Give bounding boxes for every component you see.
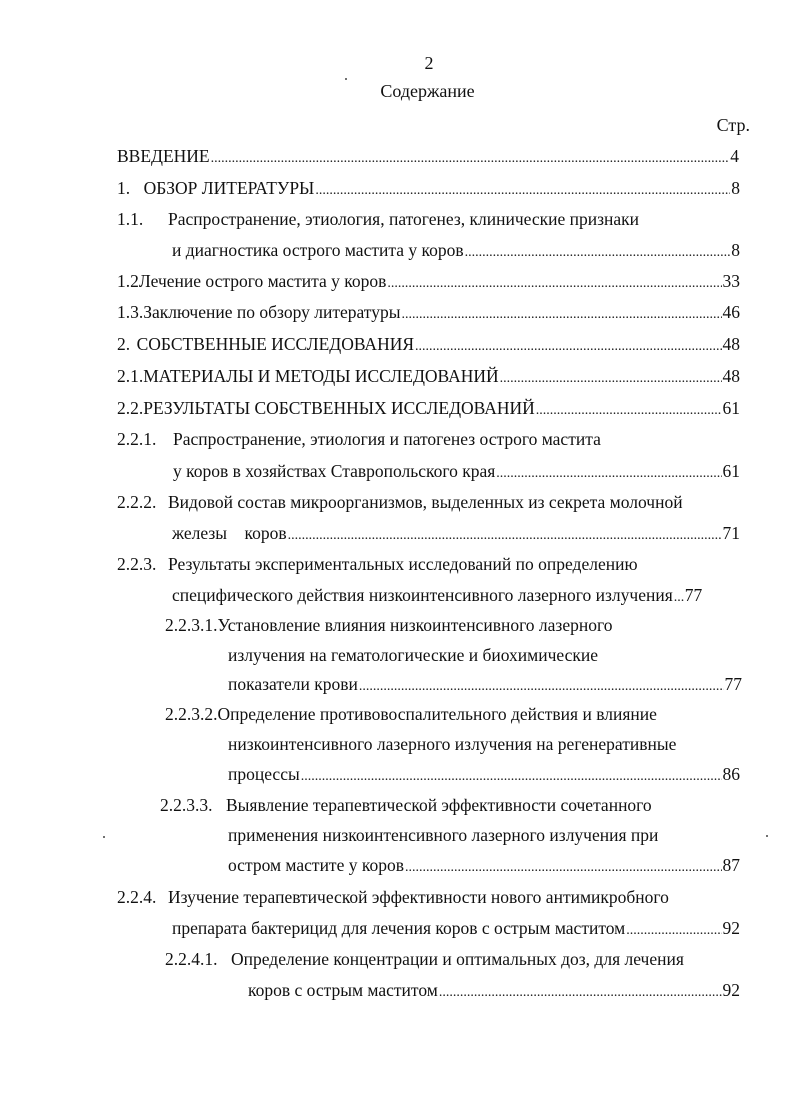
toc-entry-2-2-3-2[interactable]	[228, 763, 740, 785]
toc-entry-number: 1.	[117, 178, 131, 198]
toc-entry-2-2-2-line1	[117, 491, 683, 513]
toc-entry-text: Распространение, этиология, патогенез, клинические признаки	[168, 209, 640, 229]
toc-entry-page: 8	[731, 240, 740, 260]
toc-entry-number: 2.	[117, 334, 131, 354]
toc-leader	[626, 917, 721, 942]
scan-speck	[345, 78, 347, 80]
toc-entry-text: применения низкоинтенсивного лазерного излучения при	[228, 825, 659, 845]
toc-leader	[439, 979, 722, 1004]
toc-entry-text: Изучение терапевтической эффективности нового антимикробного	[168, 887, 669, 907]
toc-leader	[211, 145, 730, 170]
toc-entry-2-2-3-1[interactable]	[228, 673, 742, 695]
toc-entry-text: СОБСТВЕННЫЕ ИССЛЕДОВАНИЯ	[136, 334, 415, 354]
toc-entry-text: коров с острым маститом	[248, 980, 438, 1000]
toc-entry-2-1[interactable]	[117, 365, 740, 387]
toc-entry-text: остром мастите у коров	[228, 855, 404, 875]
scan-speck	[766, 835, 768, 837]
toc-entry-text: специфического действия низкоинтенсивного лазерного излучения	[172, 585, 673, 605]
toc-leader	[301, 763, 722, 788]
toc-entry-2-2-3-2-line2	[228, 733, 676, 755]
toc-entry-number: 2.2.	[117, 398, 144, 418]
toc-entry-2-2-4-1[interactable]	[248, 979, 740, 1001]
toc-entry-page: 71	[722, 523, 740, 543]
toc-entry-text: Определение противовоспалительного действия и влияние	[217, 704, 657, 724]
toc-entry-2-2-3-line1	[117, 553, 638, 575]
toc-entry-page: 61	[722, 461, 740, 481]
toc-entry-text: процессы	[228, 764, 300, 784]
toc-entry-2-2-3-1-line1	[165, 614, 612, 636]
toc-entry-page: 77	[684, 585, 703, 605]
toc-entry-2-2-4[interactable]	[172, 917, 740, 939]
toc-entry-page: 48	[722, 334, 740, 354]
toc-leader	[315, 177, 730, 202]
toc-entry-text: Установление влияния низкоинтенсивного лазерного	[217, 615, 613, 635]
page-column-label: Стр.	[716, 115, 750, 135]
toc-entry-page: 33	[722, 271, 740, 291]
toc-entry-number: 2.2.4.1.	[165, 949, 218, 969]
toc-entry-page: 77	[724, 674, 742, 694]
toc-entry-1-3[interactable]	[117, 301, 740, 323]
toc-entry-text: излучения на гематологические и биохимические	[228, 645, 599, 665]
toc-entry-2-2-3-2-line1	[165, 703, 657, 725]
toc-leader	[465, 239, 731, 264]
toc-entry-text: РЕЗУЛЬТАТЫ СОБСТВЕННЫХ ИССЛЕДОВАНИЙ	[143, 398, 535, 418]
toc-entry-number: 1.2	[117, 271, 139, 291]
toc-entry-text: Выявление терапевтической эффективности сочетанного	[226, 795, 652, 815]
toc-entry-2-2-3-3-line2	[228, 824, 658, 846]
toc-entry-2-2-1[interactable]	[173, 460, 740, 482]
toc-entry-2-2-3-3[interactable]	[228, 854, 740, 876]
toc-entry-1-1[interactable]	[172, 239, 740, 261]
toc-leader	[496, 460, 721, 485]
toc-entry-2-2[interactable]	[117, 397, 740, 419]
toc-entry-1-2[interactable]	[117, 270, 740, 292]
toc-entry-page: 86	[722, 764, 740, 784]
toc-entry-intro[interactable]	[117, 145, 739, 167]
toc-entry-text: железы коров	[172, 523, 287, 543]
toc-entry-text: Заключение по обзору литературы	[143, 302, 401, 322]
toc-leader	[674, 584, 684, 609]
toc-entry-page: 4	[730, 146, 739, 166]
toc-entry-text: низкоинтенсивного лазерного излучения на регенеративные	[228, 734, 677, 754]
toc-entry-2-2-3[interactable]	[172, 584, 740, 606]
toc-entry-number: 2.2.3.1.	[165, 615, 218, 635]
toc-entry-number: 2.1.	[117, 366, 144, 386]
toc-entry-1-1-line1	[117, 208, 639, 230]
toc-entry-text: МАТЕРИАЛЫ И МЕТОДЫ ИССЛЕДОВАНИЙ	[143, 366, 499, 386]
toc-entry-number: 2.2.1.	[117, 429, 157, 449]
toc-entry-text: ОБЗОР ЛИТЕРАТУРЫ	[143, 178, 315, 198]
toc-entry-text: препарата бактерицид для лечения коров с острым маститом	[172, 918, 626, 938]
toc-entry-2-2-4-1-line1	[165, 948, 684, 970]
toc-entry-page: 48	[722, 366, 740, 386]
toc-leader	[536, 397, 722, 422]
toc-leader	[415, 333, 721, 358]
toc-entry-text: Определение концентрации и оптимальных доз, для лечения	[231, 949, 684, 969]
toc-entry-text: показатели крови	[228, 674, 358, 694]
scan-speck	[103, 836, 105, 838]
page-number: 2	[424, 53, 434, 73]
toc-entry-page: 87	[722, 855, 740, 875]
toc-entry-2-2-1-line1	[117, 428, 601, 450]
page-title: Содержание	[380, 81, 475, 101]
toc-entry-text: Результаты экспериментальных исследований по определению	[168, 554, 638, 574]
toc-entry-page: 92	[722, 918, 740, 938]
toc-leader	[401, 301, 721, 326]
toc-entry-number: 2.2.4.	[117, 887, 157, 907]
toc-entry-page: 46	[722, 302, 740, 322]
toc-entry-page: 8	[731, 178, 740, 198]
toc-entry-text: Распространение, этиология и патогенез острого мастита	[173, 429, 601, 449]
toc-leader	[387, 270, 721, 295]
toc-entry-page: 92	[722, 980, 740, 1000]
toc-leader	[500, 365, 722, 390]
toc-entry-number: 2.2.3.2.	[165, 704, 218, 724]
toc-entry-page: 61	[722, 398, 740, 418]
toc-entry-number: 1.3.	[117, 302, 144, 322]
toc-entry-text: ВВЕДЕНИЕ	[117, 146, 210, 166]
toc-entry-number: 2.2.3.	[117, 554, 157, 574]
toc-leader	[288, 522, 722, 547]
toc-entry-2-2-2[interactable]	[172, 522, 740, 544]
toc-entry-text: Видовой состав микроорганизмов, выделенных из секрета молочной	[168, 492, 683, 512]
toc-entry-number: 2.2.2.	[117, 492, 157, 512]
toc-entry-text: у коров в хозяйствах Ставропольского края	[173, 461, 496, 481]
toc-entry-number: 2.2.3.3.	[160, 795, 213, 815]
toc-entry-text: Лечение острого мастита у коров	[138, 271, 387, 291]
toc-entry-1[interactable]	[117, 177, 740, 199]
toc-entry-2-2-4-line1	[117, 886, 669, 908]
toc-entry-text: и диагностика острого мастита у коров	[172, 240, 464, 260]
toc-leader	[405, 854, 722, 879]
toc-entry-number: 1.1.	[117, 209, 144, 229]
toc-leader	[359, 673, 724, 698]
toc-entry-2[interactable]	[117, 333, 740, 355]
toc-entry-2-2-3-3-line1	[160, 794, 652, 816]
toc-entry-2-2-3-1-line2	[228, 644, 598, 666]
